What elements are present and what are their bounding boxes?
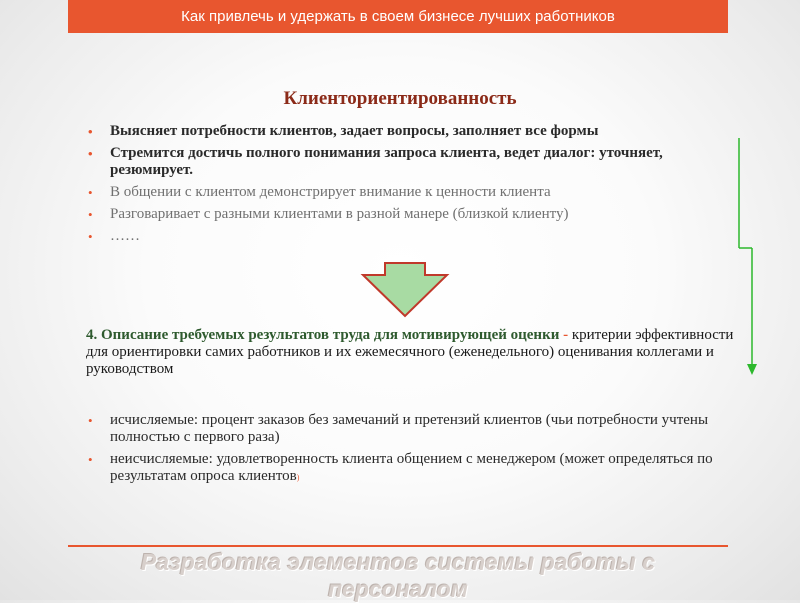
list-item-text: В общении с клиентом демонстрирует внимание к ценности клиента	[110, 184, 551, 200]
section-body: критерии эффективности для ориентировки самих работников и их ежемесячного (еженедельного) оценивания коллегами и руководством	[86, 327, 734, 377]
list-item	[86, 206, 736, 223]
list-item-text: Разговаривает с разными клиентами в разной манере (близкой клиенту)	[110, 206, 569, 222]
bullet-icon: •	[88, 185, 93, 200]
bullet-icon: •	[88, 413, 93, 428]
slide-subtitle: Клиенториентированность	[283, 88, 517, 109]
list-item-text: Стремится достичь полного понимания запроса клиента, ведет диалог: уточняет, резюмирует.	[110, 145, 663, 178]
list-item-text: исчисляемые: процент заказов без замечаний и претензий клиентов (чьи потребности учтены полностью с первого раза)	[110, 412, 709, 445]
list-item-text: ……	[110, 228, 140, 244]
list-item	[86, 123, 736, 140]
list-item-tail: )	[296, 473, 300, 482]
list-item	[86, 184, 736, 201]
metrics-list	[86, 412, 736, 491]
footer-divider	[68, 545, 728, 547]
bullet-icon: •	[88, 124, 93, 139]
bullet-icon: •	[88, 452, 93, 467]
list-item	[86, 451, 736, 486]
bullet-icon: •	[88, 146, 93, 161]
section-dash: -	[559, 327, 569, 343]
down-arrow-icon	[360, 263, 450, 318]
bullet-icon: •	[88, 229, 93, 244]
list-item	[86, 145, 736, 179]
list-item-text: Выясняет потребности клиентов, задает вопросы, заполняет все формы	[110, 123, 599, 139]
header-title: Как привлечь и удержать в своем бизнесе лучших работников	[181, 8, 615, 25]
criteria-list	[86, 123, 736, 250]
section-heading: 4. Описание требуемых результатов труда для мотивирующей оценки	[86, 327, 560, 343]
footer-title: Разработка элементов системы работы с персоналом	[140, 549, 656, 602]
section-results	[86, 327, 736, 378]
header-bar	[68, 0, 728, 33]
list-item-text: неисчисляемые: удовлетворенность клиента общением с менеджером (может определяться по результатам опроса клиентов	[110, 451, 713, 484]
list-item	[86, 412, 736, 446]
list-item	[86, 228, 736, 245]
bullet-icon: •	[88, 207, 93, 222]
